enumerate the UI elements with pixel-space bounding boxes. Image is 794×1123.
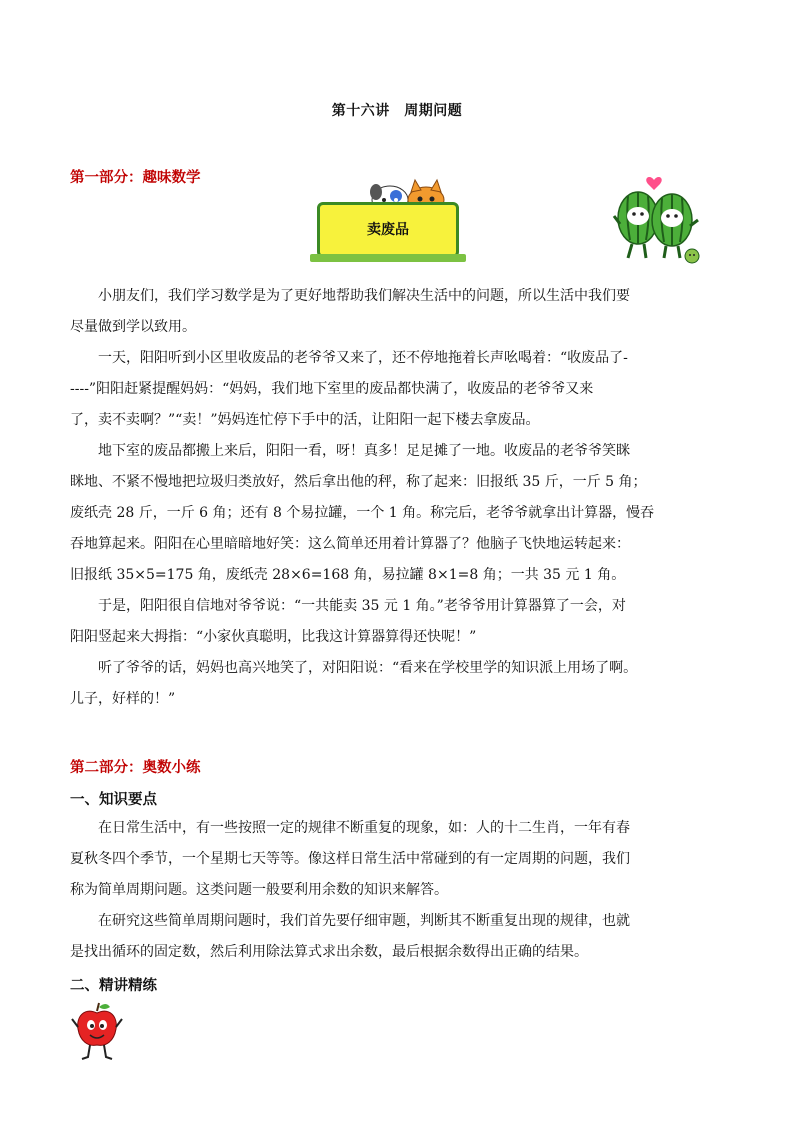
banner-illustration <box>310 178 466 262</box>
knowledge-heading: 一、知识要点 <box>70 792 157 808</box>
story-paragraph-4: 于是，阳阳很自信地对爷爷说：“一共能卖 35 元 1 角。”老爷爷用计算器算了一会，对 阳阳竖起来大拇指：“小家伙真聪明，比我这计算器算得还快呢！” <box>70 598 626 645</box>
banner-label: 卖废品 <box>367 222 409 238</box>
story-paragraph-2: 一天，阳阳听到小区里收废品的老爷爷又来了，还不停地拖着长声吆喝着：“收废品了- ----”阳阳赶紧提醒妈妈：“妈妈，我们地下室里的废品都快满了，收废品的老爷爷又来 了，卖不卖啊？”“卖！”妈妈连忙停下手中的活，让阳阳一起下楼去拿废品。 <box>70 350 628 428</box>
grass-strip <box>310 254 466 262</box>
story-paragraph-5: 听了爷爷的话，妈妈也高兴地笑了，对阳阳说：“看来在学校里学的知识派上用场了啊。 儿子，好样的！” <box>70 660 638 707</box>
page-title: 第十六讲 周期问题 <box>331 103 463 119</box>
knowledge-paragraph-2: 在研究这些简单周期问题时，我们首先要仔细审题，判断其不断重复出现的规律，也就 是找出循环的固定数，然后利用除法算式求出余数，最后根据余数得出正确的结果。 <box>70 913 630 960</box>
part1-heading: 第一部分：趣味数学 <box>70 170 201 186</box>
story-paragraph-1: 小朋友们，我们学习数学是为了更好地帮助我们解决生活中的问题，所以生活中我们要 尽量做到学以致用。 <box>70 288 630 335</box>
practice-heading: 二、精讲精练 <box>70 978 157 994</box>
apple-mascot-icon <box>70 1001 124 1061</box>
knowledge-paragraph-1: 在日常生活中，有一些按照一定的规律不断重复的现象，如：人的十二生肖，一年有春 夏秋冬四个季节，一个星期七天等等。像这样日常生活中常碰到的有一定周期的问题，我们 称为简单周期问题。这类问题一般要利用余数的知识来解答。 <box>70 820 630 898</box>
watermelon-couple-icon <box>610 172 706 268</box>
story-paragraph-3: 地下室的废品都搬上来后，阳阳一看，呀！真多！足足摊了一地。收废品的老爷爷笑眯 眯地、不紧不慢地把垃圾归类放好，然后拿出他的秤，称了起来：旧报纸 35 斤，一斤 5 角； 废纸壳 28 斤，一斤 6 角；还有 8 个易拉罐，一个 1 角。称完后，老爷爷就拿出计算器，慢吞 吞地算起来。阳阳在心里暗暗地好笑：这么简单还用着计算器了？他脑子飞快地运转起来： 旧报纸 35×5=175 角，废纸壳 28×6=168 角，易拉罐 8×1=8 角；一共 35 元 1 角。 <box>70 443 655 583</box>
part2-heading: 第二部分：奥数小练 <box>70 760 201 776</box>
